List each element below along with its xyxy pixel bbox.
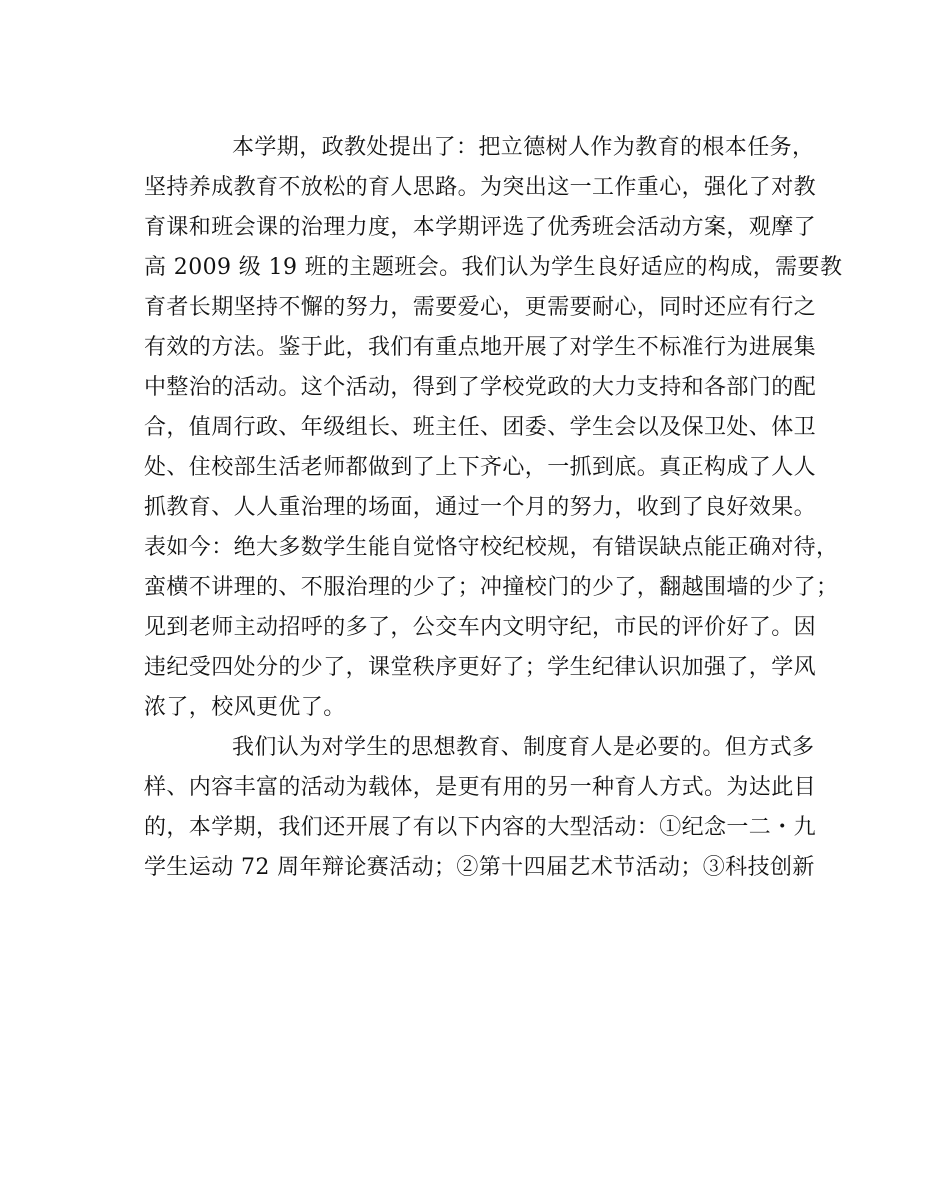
text-line: 有效的方法。鉴于此，我们有重点地开展了对学生不标准行为进展集 (144, 335, 817, 360)
text-line: 的，本学期，我们还开展了有以下内容的大型活动：①纪念一二・九 (144, 815, 817, 840)
text-line: 学生运动 72 周年辩论赛活动；②第十四届艺术节活动；③科技创新 (144, 855, 815, 880)
text-line: 本学期，政教处提出了：把立德树人作为教育的根本任务， (232, 135, 815, 160)
text-line: 违纪受四处分的少了，课堂秩序更好了；学生纪律认识加强了，学风 (144, 655, 817, 680)
text-line: 浓了，校风更优了。 (144, 695, 346, 720)
text-line: 见到老师主动招呼的多了，公交车内文明守纪，市民的评价好了。因 (144, 615, 817, 640)
text-line: 育课和班会课的治理力度，本学期评选了优秀班会活动方案，观摩了 (144, 215, 817, 240)
text-line: 合，值周行政、年级组长、班主任、团委、学生会以及保卫处、体卫 (144, 415, 817, 440)
text-line: 育者长期坚持不懈的努力，需要爱心，更需要耐心，同时还应有行之 (144, 295, 817, 320)
text-line: 高 2009 级 19 班的主题班会。我们认为学生良好适应的构成，需要教 (144, 255, 843, 280)
text-line: 中整治的活动。这个活动，得到了学校党政的大力支持和各部门的配 (144, 375, 817, 400)
text-line: 抓教育、人人重治理的场面，通过一个月的努力，收到了良好效果。 (144, 495, 817, 520)
text-line: 蛮横不讲理的、不服治理的少了；冲撞校门的少了，翻越围墙的少了； (144, 575, 839, 600)
text-line: 表如今：绝大多数学生能自觉恪守校纪校规，有错误缺点能正确对待， (144, 535, 839, 560)
text-line: 样、内容丰富的活动为载体，是更有用的另一种育人方式。为达此目 (144, 775, 817, 800)
text-line: 处、住校部生活老师都做到了上下齐心，一抓到底。真正构成了人人 (144, 455, 817, 480)
text-line: 坚持养成教育不放松的育人思路。为突出这一工作重心，强化了对教 (144, 175, 817, 200)
document-body (144, 128, 843, 888)
text-line: 我们认为对学生的思想教育、制度育人是必要的。但方式多 (232, 735, 815, 760)
